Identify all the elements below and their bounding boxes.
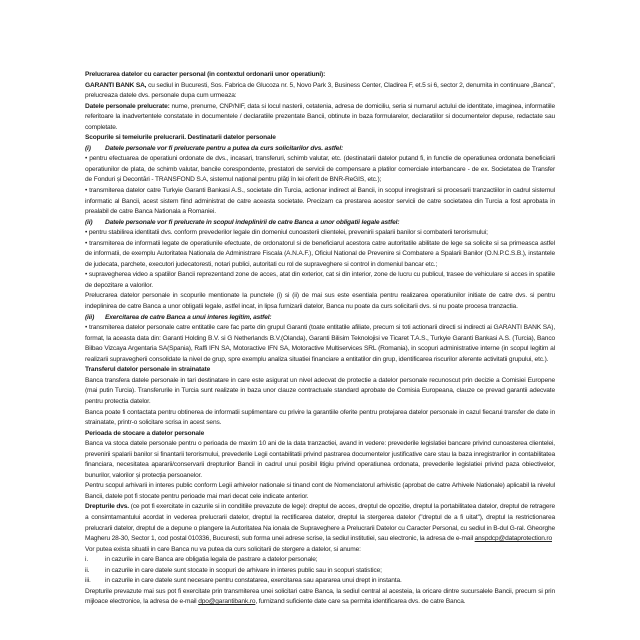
paragraph <box>85 186 555 218</box>
section-heading <box>85 133 555 144</box>
list-marker: (iii) <box>85 313 95 321</box>
paragraph-text: , furnizand suficiente date care sa permita identificarea dvs. de catre Banca. <box>255 598 466 606</box>
paragraph <box>85 154 555 186</box>
paragraph-text: Banca transfera datele personale in tari destinatare in care este asigurat un nivel adecvat de protectie a datelor personale recunoscut prin decizie a Comisiei Europene (mai putin Turcia). Transferurile in Turcia sunt realizate in baza unor clauze contractuale standard aprobate de Comisia Europeana, clauze ce prevad garantii adecvate pentru protectia datelor. <box>85 376 555 405</box>
paragraph-text: Banca va stoca datele personale pentru o perioada de maxim 10 ani de la data tranzactiei, avand in vedere: prevederile legislatiei bancare privind cunoasterea clientelei, prevenirii spalarii banilor si finantarii terorismului, prevederile Legii contabilitatii privind pastrarea documentelor justificative care stau la baza inregistrarilor in contabilitatea financiara, necesitatea apararii/conservarii drepturilor Bancii in cadrul unui posibil litigiu privind operatiunea ordonata, prevederile legislatiei privind paza obiectivelor, bunurilor, valorilor și protecția persoanelor. <box>85 440 555 479</box>
paragraph-text: nume, prenume, CNP/NIF, data si locul nasterii, cetatenia, adresa de domiciliu, seria si numarul actului de identitate, imaginea, informatiile referitoare la inadvertentele constatate in documentele / declaratiile prezentate Bancii, obtinute in baza formularelor, declaratiilor si documentelor depuse, redactate sau completate. <box>85 102 556 131</box>
paragraph <box>85 587 555 608</box>
paragraph-text: • transmiterea de informatii legate de operatiunile efectuate, de ordonatorul si de beneficiarul acestora catre autoritatile abilitate de lege sa solicite si sa primeasca astfel de informatii, de exemplu Autoritatea Nationala de Administrare Fiscala (A.N.A.F.), Oficiul National de Prevenire si Combatere a Spalarii Banilor (O.N.P.C.S.B.), instantele de judecata, parchete, executori judecatoresti, notari publici, autoritati cu rol de supraveghere si control in domeniul bancar etc.; <box>85 239 555 268</box>
paragraph-text: cu sediul in Bucuresti, Sos. Fabrica de Glucoza nr. 5, Novo Park 3, Business Center, Cladirea F, et.5 si 6, sector 2, denumita in continuare „Banca", prelucreaza datele dvs. personale dupa cum urmeaza: <box>85 81 555 100</box>
bold-lead-in: GARANTI BANK SA, <box>85 81 147 89</box>
paragraph-text: Vor putea exista situatii in care Banca nu va putea da curs solicitarii de stergere a datelor, si anume: <box>85 545 361 553</box>
paragraph-text: • pentru stabilirea identitatii dvs. conform prevederilor legale din domeniul cunoasterii clientelei, prevenirii spalarii banilor si combaterii terorismului; <box>85 229 488 237</box>
paragraph-text: Prelucrarea datelor personale in scopurile mentionate la punctele (i) si (ii) de mai sus este esentiala pentru realizarea operatiunilor initiate de catre dvs. si pentru indeplinirea de catre Banca a unor obligatii legale, astfel incat, in lipsa furnizarii datelor, Banca nu poate da curs solicitarii dvs. si nu poate procesa tranzactia. <box>85 292 555 311</box>
paragraph <box>85 545 555 556</box>
paragraph <box>85 228 555 239</box>
list-marker: (i) <box>85 144 91 152</box>
paragraph-text: • transmiterea datelor catre Turkyie Garanti Bankasi A.S., societate din Turcia, actionar indirect al Bancii, in scopul inregistrarii si procesarii tranzactiilor in cadrul sistemul informatic al Bancii, acest sistem fiind administrat de catre aceasta societate. Precizam ca prestarea acestor servicii de catre societatea din Turcia a fost aprobata in prealabil de catre Banca Nationala a Romaniei. <box>85 187 555 216</box>
paragraph-text: in cazurile in care datele sunt stocate in scopuri de arhivare in interes public sau in scopuri statistice; <box>105 566 382 574</box>
paragraph-text: Prelucrarea datelor cu caracter personal (in contextul ordonarii unor operatiuni): <box>85 71 326 78</box>
paragraph <box>85 439 555 481</box>
bold-lead-in: Drepturile dvs. <box>85 503 129 511</box>
section-heading <box>85 429 555 440</box>
paragraph-text: Transferul datelor personale in strainatate <box>85 366 211 374</box>
paragraph-text: Scopurile si temeiurile prelucrarii. Destinatarii datelor personale <box>85 134 276 142</box>
paragraph-text: in cazurile in care Banca are obligatia legala de pastrare a datelor personale; <box>105 556 318 564</box>
paragraph <box>85 270 555 291</box>
section-heading <box>85 365 555 376</box>
paragraph-text: Datele personale vor fi prelucrate pentru a putea da curs solicitarilor dvs. astfel: <box>105 144 344 152</box>
paragraph-text: Drepturile prevazute mai sus pot fi exercitate prin transmiterea unei solicitari catre Banca, la sediul central al acesteia, la oricare dintre sucursalele Bancii, precum si prin mijloace electronice, la adresa de e-mail <box>85 587 555 606</box>
email-link[interactable]: anspdcp@dataprotection.ro <box>474 535 552 543</box>
paragraph <box>85 239 555 271</box>
list-marker: (ii) <box>85 218 93 226</box>
privacy-notice-document <box>85 70 555 608</box>
paragraph <box>85 81 555 102</box>
paragraph <box>85 291 555 312</box>
section-heading <box>85 218 555 229</box>
paragraph-text: Exercitarea de catre Banca a unui interes legitim, astfel: <box>105 313 272 321</box>
bold-lead-in: Datele personale prelucrate: <box>85 102 170 110</box>
paragraph <box>85 576 555 587</box>
paragraph <box>85 502 555 544</box>
paragraph <box>85 481 555 502</box>
paragraph-text: Datele personale vor fi prelucrate in scopul indeplinirii de catre Banca a unor obligatii legale astfel: <box>105 218 400 226</box>
paragraph-text: Perioada de stocare a datelor personale <box>85 429 205 437</box>
paragraph <box>85 102 555 134</box>
paragraph <box>85 408 555 429</box>
paragraph <box>85 566 555 577</box>
section-heading <box>85 144 555 155</box>
section-heading <box>85 313 555 324</box>
paragraph-text: Banca poate fi contactata pentru obtinerea de informatii suplimentare cu privire la garantiile oferite pentru protejarea datelor personale in cazul fiecarui transfer de date in strainatate, printr-o solicitare scrisa in acest sens. <box>85 408 555 427</box>
list-marker: i. <box>85 556 88 564</box>
list-marker: iii. <box>85 577 91 585</box>
paragraph <box>85 555 555 566</box>
paragraph-text: in cazurile in care datele sunt necesare pentru constatarea, exercitarea sau apararea unui drept in instanta. <box>105 577 402 585</box>
paragraph-text: Pentru scopul arhivarii in interes public conform Legii arhivelor nationale si tinand cont de Nomenclatorul arhivistic (aprobat de catre Arhivele Nationale) aplicabil la nivelul Bancii, datele pot fi stocate pentru perioade mai mari decat cele indicate anterior. <box>85 482 555 500</box>
email-link[interactable]: dpo@garantibank.ro <box>198 598 256 606</box>
list-marker: ii. <box>85 566 90 574</box>
paragraph-text: • pentru efectuarea de operatiuni ordonate de dvs., incasari, transferuri, schimb valutar, etc. (destinatarii datelor putand fi, in functie de operatiunea ordonata beneficiarii operatiunilor de plata, de schimb valutar, bancile corespondente, prestatori de servicii de compensare a platilor comerciale interbancare - de ex. Societatea de Transfer de Fonduri și Decontări - TRANSFOND S.A, sistemul național pentru plăți în lei oferit de BNR-ReGIS, etc.); <box>85 155 555 184</box>
paragraph <box>85 376 555 408</box>
paragraph-text: • transmiterea datelor personale catre entitatile care fac parte din grupul Garanti (toate entitatile afiliate, precum si toti actionarii directi si indirecti ai GARANTI BANK SA), format, la aceasta data din: Garanti Holding B.V. si G Netherlands B.V.(Olanda), Garanti Bilisim Teknolojisi ve Ticaret T.A.S., Turkyie Garanti Bankasi A.S. (Turcia), Banco Bilbao Vizcaya Argentaria SA(Spania), Raffi IFN SA, Motoractive IFN SA, Motoractive Multiservices SRL (Romania), in scopuri administrative interne (in scopul legitim al realizarii supravegherii consolidate la nivel de grup, spre exemplu analiza situatiei financiare a entitatilor din grup, identificarea riscurilor aferente activitatii grupului, etc.). <box>85 324 555 363</box>
section-heading <box>85 70 555 81</box>
paragraph-text: (ce pot fi exercitate in cazurile si in conditiile prevazute de lege): dreptul de acces, dreptul de opozitie, dreptul la portabilitatea datelor, dreptul de retragere a consimtamantului acordat in vederea prelucrarii datelor, dreptul la rectificarea datelor, dreptul la stergerea datelor ("dreptul de a fi uitat"), dreptul la restrictionarea prelucrarii datelor, dreptul de a depune o plangere la Autoritatea Na ionala de Supraveghere a Prelucrarii Datelor cu Caracter Personal, cu sediul in B-dul G-ral. Gheorghe Magheru 28-30, Sector 1, cod postal 010336, Bucuresti, sub forma unei adrese scrise, la sediul institutiei, sau electronic, la adresa de e-mail <box>85 503 555 543</box>
paragraph <box>85 323 555 365</box>
paragraph-text: • supravegherea video a spatiilor Bancii reprezentand zone de acces, atat din exterior, cat si din interior, zone de lucru cu publicul, trasee de vehiculare si acces in spatiile de depozitare a valorilor. <box>85 271 555 289</box>
